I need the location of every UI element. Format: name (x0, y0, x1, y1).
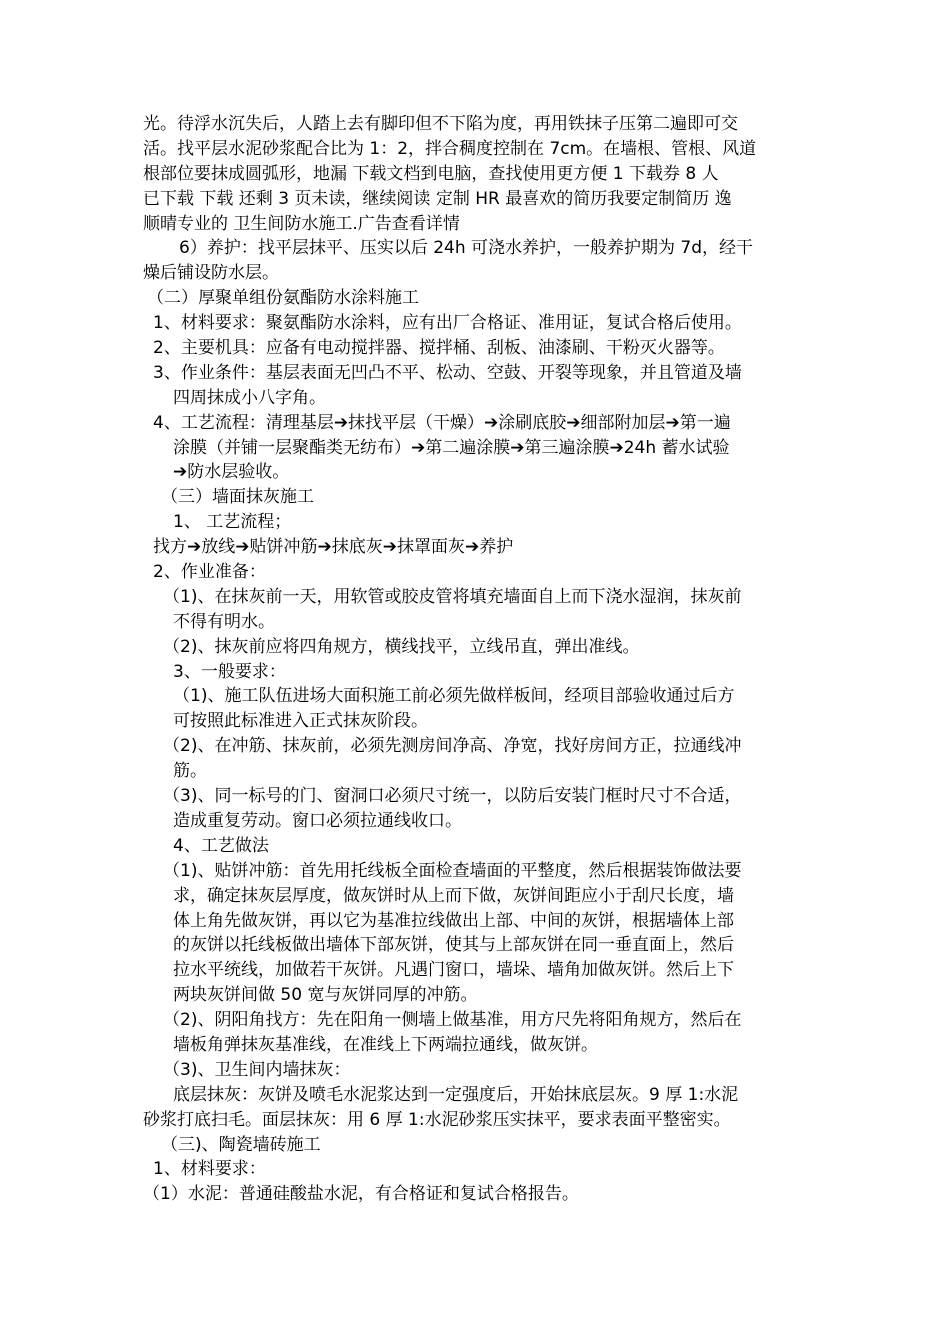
text-line: 砂浆打底扫毛。面层抹灰：用 6 厚 1:水泥砂浆压实抹平，要求表面平整密实。 (143, 1109, 731, 1130)
text-line: （2)、在冲筋、抹灰前，必须先测房间净高、净宽，找好房间方正，拉通线冲 (163, 736, 742, 757)
document-body (143, 112, 815, 1207)
text-line: 造成重复劳动。窗口必须拉通线收口。 (173, 810, 462, 831)
text-line: 求，确定抹灰层厚度，做灰饼时从上而下做，灰饼间距应小于刮尺长度，墙 (173, 885, 734, 906)
text-line: 3、一般要求： (173, 661, 286, 682)
text-line: （2)、阴阳角找方：先在阳角一侧墙上做基准，用方尺先将阳角规方，然后在 (163, 1010, 742, 1031)
text-line: 的灰饼以托线板做出墙体下部灰饼，使其与上部灰饼在同一垂直面上，然后 (173, 935, 734, 956)
text-line: 1、材料要求： (153, 1159, 266, 1180)
text-line: （1)、贴饼冲筋：首先用托线板全面检查墙面的平整度，然后根据装饰做法要 (163, 860, 742, 881)
text-line: （二）厚聚单组份氨酯防水涂料施工 (147, 288, 419, 309)
text-line: 不得有明水。 (173, 611, 275, 632)
text-line: 1、材料要求：聚氨酯防水涂料，应有出厂合格证、准用证，复试合格后使用。 (153, 313, 742, 334)
text-line: 涂膜（并铺一层聚酯类无纺布）➔第二遍涂膜➔第三遍涂膜➔24h 蓄水试验 (173, 437, 730, 458)
text-line: 根部位要抹成圆弧形，地漏 下载文档到电脑，查找使用更方便 1 下载券 8 人 (143, 163, 719, 184)
text-line: 活。找平层水泥砂浆配合比为 1：2，拌合稠度控制在 7cm。在墙根、管根、风道 (143, 138, 757, 159)
text-line: （3)、同一标号的门、窗洞口必须尺寸统一，以防后安装门框时尺寸不合适， (163, 786, 742, 807)
text-line: （1)、施工队伍进场大面积施工前必须先做样板间，经项目部验收通过后方 (173, 686, 735, 707)
text-line: 四周抹成小八字角。 (173, 387, 326, 408)
text-line: （三）墙面抹灰施工 (161, 487, 314, 508)
text-line: 底层抹灰：灰饼及喷毛水泥浆达到一定强度后，开始抹底层灰。9 厚 1:水泥 (173, 1084, 739, 1105)
text-line: 4、工艺做法 (173, 835, 269, 856)
text-line: 体上角先做灰饼，再以它为基准拉线做出上部、中间的灰饼，根据墙体上部 (173, 910, 734, 931)
text-line: 2、主要机具：应备有电动搅拌器、搅拌桶、刮板、油漆刷、干粉灭火器等。 (153, 338, 725, 359)
text-line: 墙板角弹抹灰基准线，在准线上下两端拉通线，做灰饼。 (173, 1034, 598, 1055)
text-line: 可按照此标准进入正式抹灰阶段。 (173, 711, 428, 732)
text-line: 燥后铺设防水层。 (143, 263, 279, 284)
text-line: 拉水平统线，加做若干灰饼。凡遇门窗口，墙垛、墙角加做灰饼。然后上下 (173, 960, 734, 981)
text-line: （2)、抹灰前应将四角规方，横线找平，立线吊直，弹出准线。 (163, 636, 640, 657)
text-line: 两块灰饼间做 50 宽与灰饼同厚的冲筋。 (173, 985, 478, 1006)
text-line: 光。待浮水沉失后，人踏上去有脚印但不下陷为度，再用铁抹子压第二遍即可交 (143, 114, 738, 134)
text-line: （1）水泥：普通硅酸盐水泥，有合格证和复试合格报告。 (143, 1184, 579, 1205)
text-line: 4、工艺流程：清理基层➔抹找平层（干燥）➔涂刷底胶➔细部附加层➔第一遍 (153, 412, 731, 433)
text-line: 找方➔放线➔贴饼冲筋➔抹底灰➔抹罩面灰➔养护 (153, 537, 514, 558)
text-line: 3、作业条件：基层表面无凹凸不平、松动、空鼓、开裂等现象，并且管道及墙 (153, 362, 742, 383)
text-line: 2、作业准备： (153, 562, 266, 583)
text-line: 筋。 (173, 761, 207, 782)
text-line: （三)、陶瓷墙砖施工 (161, 1134, 321, 1155)
text-line: ➔防水层验收。 (173, 462, 290, 483)
text-line: （3)、卫生间内墙抹灰： (163, 1059, 351, 1080)
text-line: （1)、在抹灰前一天，用软管或胶皮管将填充墙面自上而下浇水湿润，抹灰前 (163, 586, 742, 607)
text-line: 已下载 下载 还剩 3 页未读，继续阅读 定制 HR 最喜欢的简历我要定制简历 逸 (143, 188, 732, 209)
text-line: 顺晴专业的 卫生间防水施工.广告查看详情 (143, 213, 460, 234)
text-line: 1、 工艺流程； (173, 512, 292, 533)
text-line: 6）养护：找平层抹平、压实以后 24h 可浇水养护，一般养护期为 7d，经干 (179, 238, 754, 259)
